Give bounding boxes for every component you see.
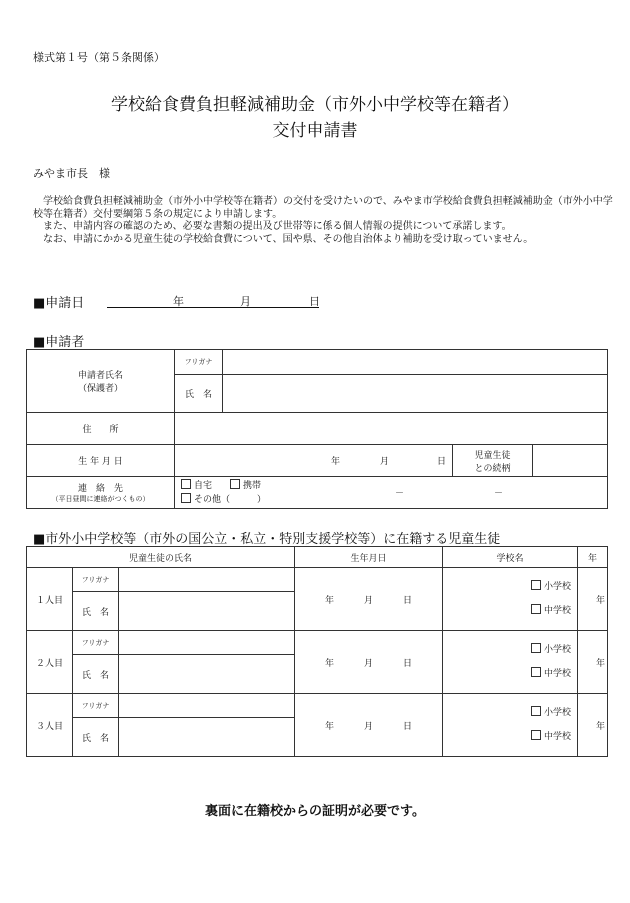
- child-furigana-input[interactable]: [119, 568, 295, 592]
- col-grade: 年: [578, 547, 608, 568]
- child-name-input[interactable]: [119, 718, 295, 757]
- phone-dash-1: －: [395, 489, 405, 499]
- child-name-field-label: 氏 名: [73, 655, 119, 694]
- child-grade-input[interactable]: 年: [578, 631, 608, 694]
- child-row-label: １人目: [27, 568, 73, 631]
- junior-high-checkbox[interactable]: [531, 604, 541, 614]
- phone-dash-2: －: [494, 489, 504, 499]
- form-number: 様式第１号（第５条関係）: [33, 51, 165, 64]
- applicant-name-input[interactable]: [223, 375, 608, 413]
- applicant-furigana-input[interactable]: [223, 350, 608, 375]
- child-row-label: ３人目: [27, 694, 73, 757]
- applicant-furigana-label: フリガナ: [175, 350, 223, 375]
- date-day-label: 日: [309, 295, 320, 308]
- child-name-field-label: 氏 名: [73, 592, 119, 631]
- child-grade-input[interactable]: 年: [578, 568, 608, 631]
- birthdate-input[interactable]: 年 月 日: [175, 445, 453, 477]
- child-furigana-label: フリガナ: [73, 568, 119, 592]
- child-school-input[interactable]: 小学校 中学校: [443, 631, 578, 694]
- children-heading: ■市外小中学校等（市外の国公立・私立・特別支援学校等）に在籍する児童生徒: [33, 532, 501, 547]
- other-checkbox[interactable]: [181, 493, 191, 503]
- address-input[interactable]: [175, 413, 608, 445]
- junior-high-checkbox[interactable]: [531, 730, 541, 740]
- junior-high-checkbox[interactable]: [531, 667, 541, 677]
- intro-paragraph-1: 学校給食費負担軽減補助金（市外小中学校等在籍者）の交付を受けたいので、みやま市学校給食費負担軽減補助金（市外小中学校等在籍者）交付要綱第５条の規定により申請します。: [33, 196, 613, 220]
- date-month-label: 月: [240, 295, 251, 308]
- elementary-checkbox[interactable]: [531, 580, 541, 590]
- address-label: 住 所: [27, 413, 175, 445]
- application-date-heading: ■申請日: [33, 296, 85, 311]
- col-child-name: 児童生徒の氏名: [27, 547, 295, 568]
- child-birthdate-input[interactable]: 年 月 日: [295, 694, 443, 757]
- relation-label: 児童生徒 との続柄: [453, 445, 533, 477]
- contact-label: 連 絡 先 （平日昼間に連絡がつくもの）: [27, 477, 175, 509]
- elementary-checkbox[interactable]: [531, 643, 541, 653]
- child-birthdate-input[interactable]: 年 月 日: [295, 631, 443, 694]
- form-subtitle: 交付申請書: [272, 121, 358, 141]
- contact-input[interactable]: 自宅 携帯 その他（ ） － －: [175, 477, 608, 509]
- birthdate-label: 生 年 月 日: [27, 445, 175, 477]
- intro-paragraph-2: また、申請内容の確認のため、必要な書類の提出及び世帯等に係る個人情報の提供について承諾します。: [43, 221, 512, 232]
- applicant-table: [26, 349, 608, 509]
- elementary-checkbox[interactable]: [531, 706, 541, 716]
- intro-text: [33, 196, 613, 246]
- footer-note: 裏面に在籍校からの証明が必要です。: [205, 804, 425, 819]
- mobile-checkbox[interactable]: [230, 479, 240, 489]
- applicant-heading: ■申請者: [33, 335, 85, 350]
- intro-paragraph-3: なお、申請にかかる児童生徒の学校給食費について、国や県、その他自治体より補助を受け取っていません。: [43, 233, 534, 245]
- child-furigana-label: フリガナ: [73, 694, 119, 718]
- applicant-name-label: 申請者氏名 （保護者）: [27, 350, 175, 413]
- application-date-field[interactable]: [107, 293, 319, 308]
- relation-input[interactable]: [533, 445, 608, 477]
- children-table: [26, 546, 608, 757]
- child-school-input[interactable]: 小学校 中学校: [443, 694, 578, 757]
- form-title: 学校給食費負担軽減補助金（市外小中学校等在籍者）: [111, 95, 519, 115]
- child-furigana-label: フリガナ: [73, 631, 119, 655]
- date-year-label: 年: [173, 295, 184, 308]
- child-row-label: ２人目: [27, 631, 73, 694]
- addressee: みやま市長 様: [33, 167, 110, 180]
- child-name-input[interactable]: [119, 655, 295, 694]
- child-grade-input[interactable]: 年: [578, 694, 608, 757]
- home-checkbox[interactable]: [181, 479, 191, 489]
- child-school-input[interactable]: 小学校 中学校: [443, 568, 578, 631]
- child-furigana-input[interactable]: [119, 631, 295, 655]
- col-birthdate: 生年月日: [295, 547, 443, 568]
- child-furigana-input[interactable]: [119, 694, 295, 718]
- child-name-field-label: 氏 名: [73, 718, 119, 757]
- col-school: 学校名: [443, 547, 578, 568]
- applicant-name-field-label: 氏 名: [175, 375, 223, 413]
- child-name-input[interactable]: [119, 592, 295, 631]
- child-birthdate-input[interactable]: 年 月 日: [295, 568, 443, 631]
